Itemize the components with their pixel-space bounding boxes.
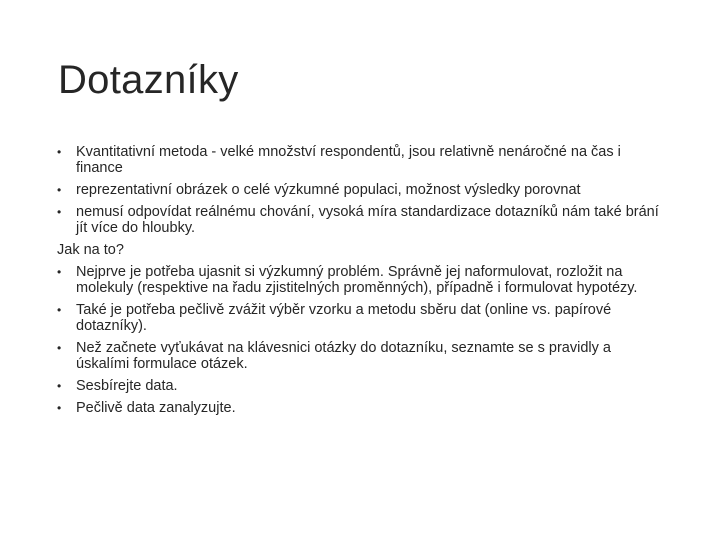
slide-title: Dotazníky [58,58,239,102]
bullet-item [57,378,667,394]
bullet-icon: • [57,379,62,393]
bullet-item [57,302,667,334]
bullet-text: Nejprve je potřeba ujasnit si výzkumný problém. Správně jej naformulovat, rozložit na molekuly (respektive na řadu zjistitelných proměnných), případně i formulovat hypotézy. [76,264,638,296]
bullet-text: nemusí odpovídat reálnému chování, vysoká míra standardizace dotazníků nám také brání jít více do hloubky. [76,204,659,236]
bullet-item [57,204,667,236]
bullet-icon: • [57,205,62,219]
bullet-text: reprezentativní obrázek o celé výzkumné populaci, možnost výsledky porovnat [76,182,581,198]
bullet-icon: • [57,265,62,279]
bullet-icon: • [57,145,62,159]
bullet-text: Než začnete vyťukávat na klávesnici otázky do dotazníku, seznamte se s pravidly a úskalími formulace otázek. [76,340,611,372]
bullet-item [57,182,667,198]
bullet-icon: • [57,303,62,317]
section-heading: Jak na to? [57,242,124,258]
bullet-text: Také je potřeba pečlivě zvážit výběr vzorku a metodu sběru dat (online vs. papírové dotazníky). [76,302,612,334]
bullet-item [57,400,667,416]
bullet-text: Kvantitativní metoda - velké množství respondentů, jsou relativně nenáročné na čas i finance [76,144,621,176]
bullet-icon: • [57,341,62,355]
bullet-item [57,264,667,296]
bullet-item [57,144,667,176]
bullet-item [57,340,667,372]
slide-content [57,144,667,422]
bullet-icon: • [57,401,62,415]
bullet-icon: • [57,183,62,197]
bullet-text: Pečlivě data zanalyzujte. [76,400,236,416]
bullet-text: Sesbírejte data. [76,378,178,394]
